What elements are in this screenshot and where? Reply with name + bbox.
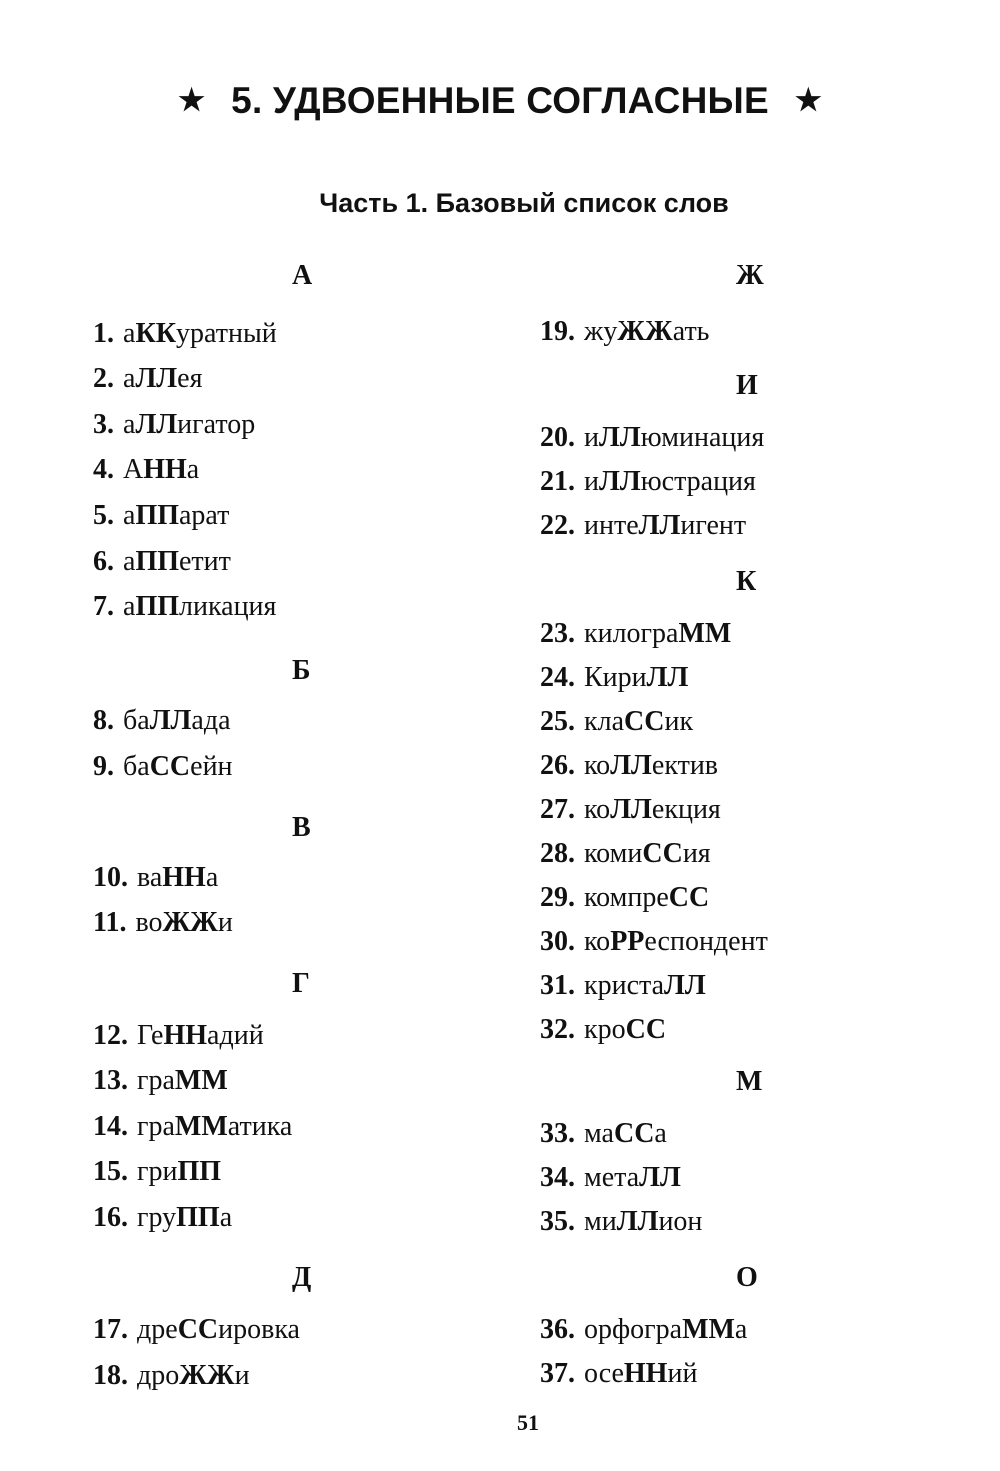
- word-item: 33. маССа: [540, 1118, 667, 1149]
- star-icon: ★: [794, 84, 822, 117]
- word-item: 9. баССейн: [93, 751, 233, 782]
- word-item: 5. аППарат: [93, 500, 230, 531]
- word-item: 23. килограММ: [540, 618, 732, 649]
- word-item: 20. иЛЛюминация: [540, 422, 765, 453]
- word-item: 24. КириЛЛ: [540, 662, 689, 693]
- word-item: 19. жуЖЖать: [540, 316, 710, 347]
- word-item: 32. кроСС: [540, 1014, 667, 1045]
- title-text: 5. УДВОЕННЫЕ СОГЛАСНЫЕ: [231, 80, 769, 121]
- word-item: 11. воЖЖи: [93, 907, 233, 938]
- word-item: 6. аППетит: [93, 546, 231, 577]
- word-item: 2. аЛЛея: [93, 363, 203, 394]
- word-item: 37. осеННий: [540, 1358, 698, 1389]
- section-subtitle: Часть 1. Базовый список слов: [319, 188, 729, 218]
- word-item: 27. коЛЛекция: [540, 794, 721, 825]
- word-item: 1. аККуратный: [93, 318, 277, 349]
- word-item: 22. интеЛЛигент: [540, 510, 747, 541]
- page-number: 51: [517, 1410, 539, 1435]
- word-item: 26. коЛЛектив: [540, 750, 719, 781]
- word-item: 7. аППликация: [93, 591, 277, 622]
- word-item: 16. груППа: [93, 1202, 233, 1233]
- word-item: 28. комиССия: [540, 838, 711, 869]
- word-item: 10. ваННа: [93, 862, 219, 893]
- word-item: 17. дреССировка: [93, 1314, 300, 1345]
- word-item: 4. АННа: [93, 454, 200, 485]
- word-item: 25. клаССик: [540, 706, 694, 737]
- word-item: 8. баЛЛада: [93, 705, 231, 736]
- word-item: 30. коРРеспондент: [540, 926, 768, 957]
- word-item: 31. кристаЛЛ: [540, 970, 706, 1001]
- page-title: [0, 80, 1000, 122]
- word-item: 36. орфограММа: [540, 1314, 748, 1345]
- word-item: 13. граММ: [93, 1065, 228, 1096]
- star-icon: ★: [178, 84, 206, 117]
- word-item: 3. аЛЛигатор: [93, 409, 256, 440]
- word-item: 35. миЛЛион: [540, 1206, 703, 1237]
- word-item: 12. ГеННадий: [93, 1020, 264, 1051]
- word-item: 14. граММатика: [93, 1111, 293, 1142]
- word-item: 29. компреСС: [540, 882, 710, 913]
- word-item: 18. дроЖЖи: [93, 1360, 250, 1391]
- word-item: 34. метаЛЛ: [540, 1162, 681, 1193]
- word-item: 21. иЛЛюстрация: [540, 466, 756, 497]
- word-item: 15. гриПП: [93, 1156, 222, 1187]
